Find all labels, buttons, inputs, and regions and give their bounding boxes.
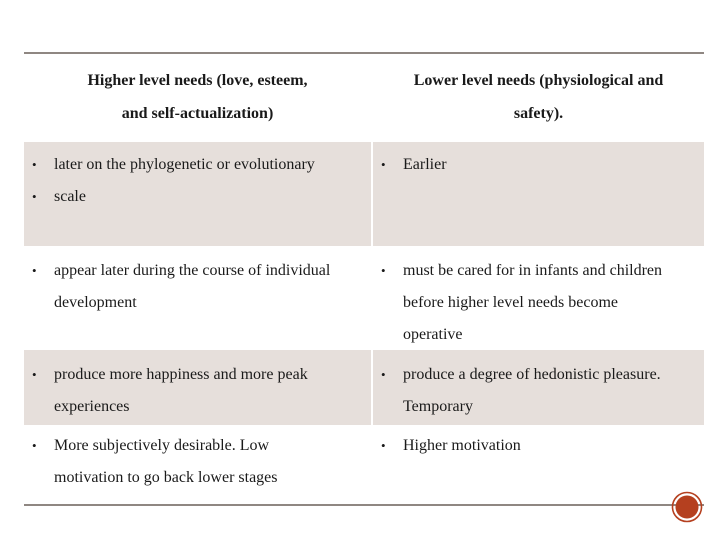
- bottom-rule: [24, 504, 704, 506]
- header-right-line-1: Lower level needs (physiological and: [413, 72, 664, 89]
- item-text: scale: [54, 188, 86, 205]
- bullet-icon: •: [32, 367, 37, 382]
- item-text: Earlier: [403, 156, 447, 173]
- item-text-line-2: Temporary: [403, 398, 473, 415]
- item-text: Higher motivation: [403, 437, 521, 454]
- header-right: [373, 54, 704, 140]
- item-text-line-1: produce more happiness and more peak: [54, 366, 308, 383]
- item-text-line-1: More subjectively desirable. Low: [54, 437, 270, 454]
- item-text-line-1: must be cared for in infants and children: [403, 262, 663, 279]
- bullet-icon: •: [381, 157, 386, 172]
- row-3-right: [373, 350, 704, 425]
- bullet-icon: •: [32, 157, 37, 172]
- bullet-icon: •: [32, 263, 37, 278]
- item-text-line-1: appear later during the course of individual: [54, 262, 331, 279]
- list-item: [24, 359, 371, 423]
- header-left-line-1: Higher level needs (love, esteem,: [87, 72, 308, 89]
- row-4-left: [24, 425, 371, 504]
- list-item: [373, 359, 704, 423]
- list-item: [24, 149, 371, 181]
- bullet-icon: •: [32, 189, 37, 204]
- row-1-right: [373, 142, 704, 246]
- list-item: [24, 181, 371, 213]
- header-right-line-2: safety).: [513, 105, 564, 122]
- list-item: [373, 430, 704, 462]
- item-text-line-2: motivation to go back lower stages: [54, 469, 278, 486]
- bullet-icon: •: [381, 367, 386, 382]
- item-text-line-2: before higher level needs become: [403, 294, 619, 311]
- list-item: [373, 255, 704, 351]
- bullet-icon: •: [32, 438, 37, 453]
- bullet-icon: •: [381, 263, 386, 278]
- header-left-line-2: and self-actualization): [121, 105, 274, 122]
- row-2-right: [373, 246, 704, 350]
- item-text-line-2: development: [54, 294, 137, 311]
- slide-badge-icon: [671, 491, 703, 523]
- list-item: [24, 430, 371, 494]
- row-1-left: [24, 142, 371, 246]
- list-item: [24, 255, 371, 319]
- item-text: later on the phylogenetic or evolutionary: [54, 156, 315, 173]
- list-item: [373, 149, 704, 181]
- row-4-right: [373, 425, 704, 504]
- item-text-line-2: experiences: [54, 398, 130, 415]
- header-left: [24, 54, 371, 140]
- row-3-left: [24, 350, 371, 425]
- bullet-icon: •: [381, 438, 386, 453]
- item-text-line-1: produce a degree of hedonistic pleasure.: [403, 366, 661, 383]
- item-text-line-3: operative: [403, 326, 463, 343]
- row-2-left: [24, 246, 371, 350]
